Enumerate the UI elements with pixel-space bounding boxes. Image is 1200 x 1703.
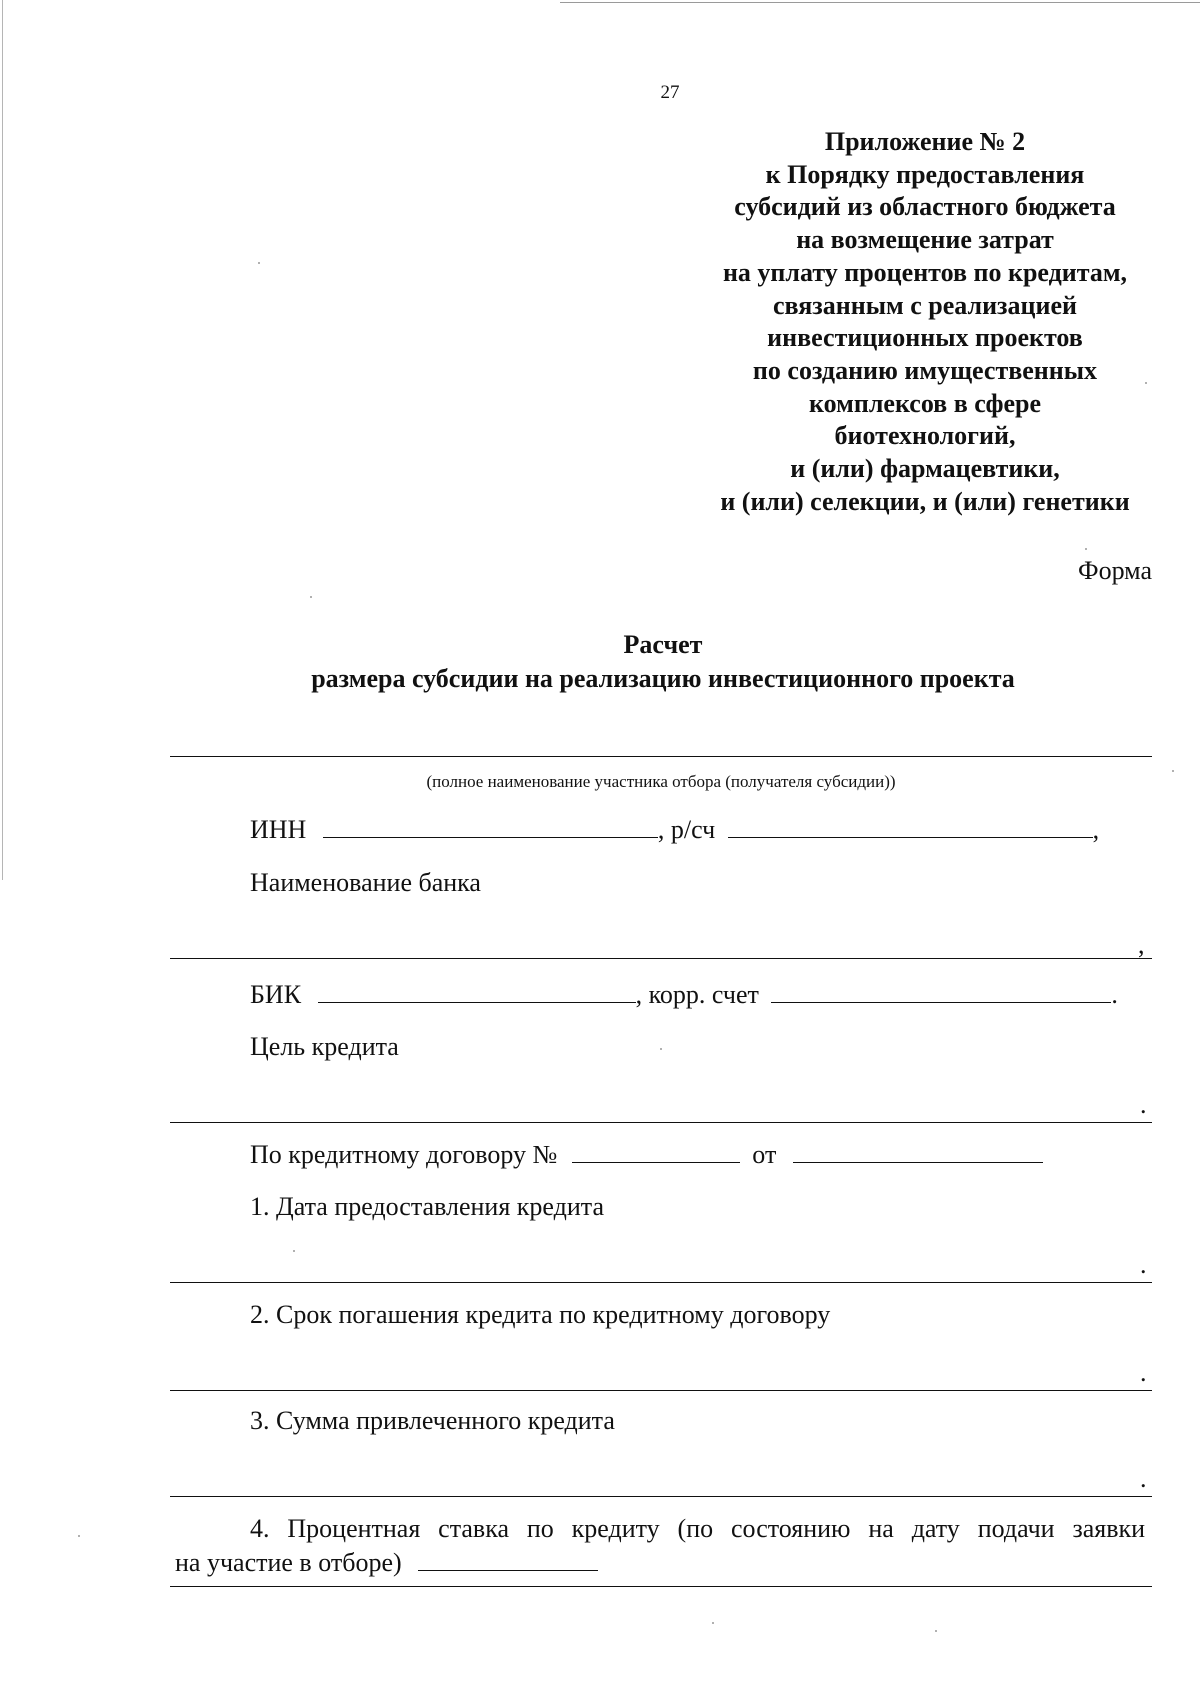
interest-rate-field[interactable] — [418, 1548, 598, 1571]
item-4-word: состоянию — [731, 1514, 851, 1543]
item-4-word: по — [526, 1514, 554, 1543]
scan-speck — [1085, 548, 1087, 550]
appendix-line: и (или) селекции, и (или) генетики — [720, 486, 1130, 516]
appendix-line: и (или) фармацевтики, — [790, 454, 1060, 484]
scan-speck — [258, 262, 260, 264]
purpose-end: . — [1140, 1090, 1147, 1119]
participant-caption: (полное наименование участника отбора (получателя субсидии)) — [426, 772, 896, 791]
purpose-label: Цель кредита — [250, 1032, 399, 1061]
document-title — [0, 628, 1200, 696]
item-1-field[interactable] — [170, 1282, 1152, 1283]
bik-field[interactable] — [318, 980, 636, 1003]
item-4-line-1 — [250, 1514, 1145, 1544]
scan-speck — [935, 1630, 937, 1632]
item-4-word: Процентная — [287, 1514, 421, 1543]
corr-label: , корр. счет — [635, 980, 759, 1009]
appendix-line: на уплату процентов по кредитам, — [722, 257, 1128, 287]
scan-speck — [293, 1250, 295, 1252]
item-4-word: дату — [911, 1514, 960, 1543]
participant-name-field[interactable] — [170, 756, 1152, 757]
appendix-line: к Порядку предоставления — [765, 159, 1085, 189]
inn-label: ИНН — [250, 815, 307, 844]
corr-end: . — [1111, 980, 1118, 1009]
item-4-line-2-text: на участие в отборе) — [175, 1548, 402, 1577]
account-field[interactable] — [728, 815, 1093, 838]
contract-date-field[interactable] — [793, 1140, 1043, 1163]
appendix-line: Приложение № 2 — [824, 127, 1026, 156]
account-end: , — [1092, 815, 1100, 844]
title-line-2: размера субсидии на реализацию инвестиционного проекта — [311, 664, 1015, 693]
appendix-line: инвестиционных проектов — [767, 323, 1083, 353]
scan-speck — [78, 1535, 80, 1537]
item-4-word: заявки — [1072, 1514, 1146, 1543]
item-4-word: 4. — [250, 1514, 270, 1543]
inn-account-row — [250, 815, 1099, 845]
appendix-line: субсидий из областного бюджета — [734, 192, 1116, 222]
account-label: , р/сч — [657, 815, 716, 844]
corr-account-field[interactable] — [771, 980, 1111, 1003]
item-4-line-2 — [175, 1548, 598, 1578]
bik-label: БИК — [250, 980, 302, 1009]
item-3-end: . — [1140, 1464, 1147, 1493]
item-4-bottom-rule — [170, 1586, 1152, 1587]
contract-number-field[interactable] — [572, 1140, 740, 1163]
scan-speck — [310, 596, 312, 598]
item-3-label: 3. Сумма привлеченного кредита — [250, 1406, 615, 1435]
title-line-1: Расчет — [623, 630, 703, 659]
appendix-line: комплексов в сфере — [809, 388, 1041, 418]
item-1-label: 1. Дата предоставления кредита — [250, 1192, 604, 1221]
scan-edge-left — [2, 0, 3, 880]
scan-speck — [1145, 382, 1147, 384]
page-number: 27 — [660, 82, 680, 103]
item-2-end: . — [1140, 1358, 1147, 1387]
scan-speck — [712, 1622, 714, 1624]
contract-label: По кредитному договору № — [250, 1140, 558, 1169]
item-3-field[interactable] — [170, 1496, 1152, 1497]
item-1-end: . — [1140, 1250, 1147, 1279]
item-2-field[interactable] — [170, 1390, 1152, 1391]
bank-end: , — [1138, 930, 1145, 959]
appendix-heading — [690, 126, 1160, 518]
contract-row — [250, 1140, 1043, 1170]
item-4-word: подачи — [977, 1514, 1055, 1543]
item-4-word: (по — [677, 1514, 714, 1543]
bank-name-field[interactable] — [170, 958, 1152, 959]
appendix-line: биотехнологий, — [834, 421, 1016, 451]
appendix-line: связанным с реализацией — [773, 290, 1077, 320]
scan-speck — [660, 1048, 662, 1050]
appendix-line: на возмещение затрат — [796, 225, 1054, 255]
item-4-word: ставка — [438, 1514, 509, 1543]
bik-corr-row — [250, 980, 1118, 1010]
item-4-word: кредиту — [571, 1514, 660, 1543]
form-label: Форма — [1078, 556, 1152, 585]
scan-speck — [1172, 770, 1174, 772]
inn-field[interactable] — [323, 815, 658, 838]
bank-label: Наименование банка — [250, 868, 481, 897]
item-2-label: 2. Срок погашения кредита по кредитному договору — [250, 1300, 831, 1329]
item-4-word: на — [868, 1514, 894, 1543]
purpose-field[interactable] — [170, 1122, 1152, 1123]
scan-edge-top — [560, 2, 1200, 3]
appendix-line: по созданию имущественных — [752, 355, 1098, 385]
contract-from-label: от — [752, 1140, 777, 1169]
